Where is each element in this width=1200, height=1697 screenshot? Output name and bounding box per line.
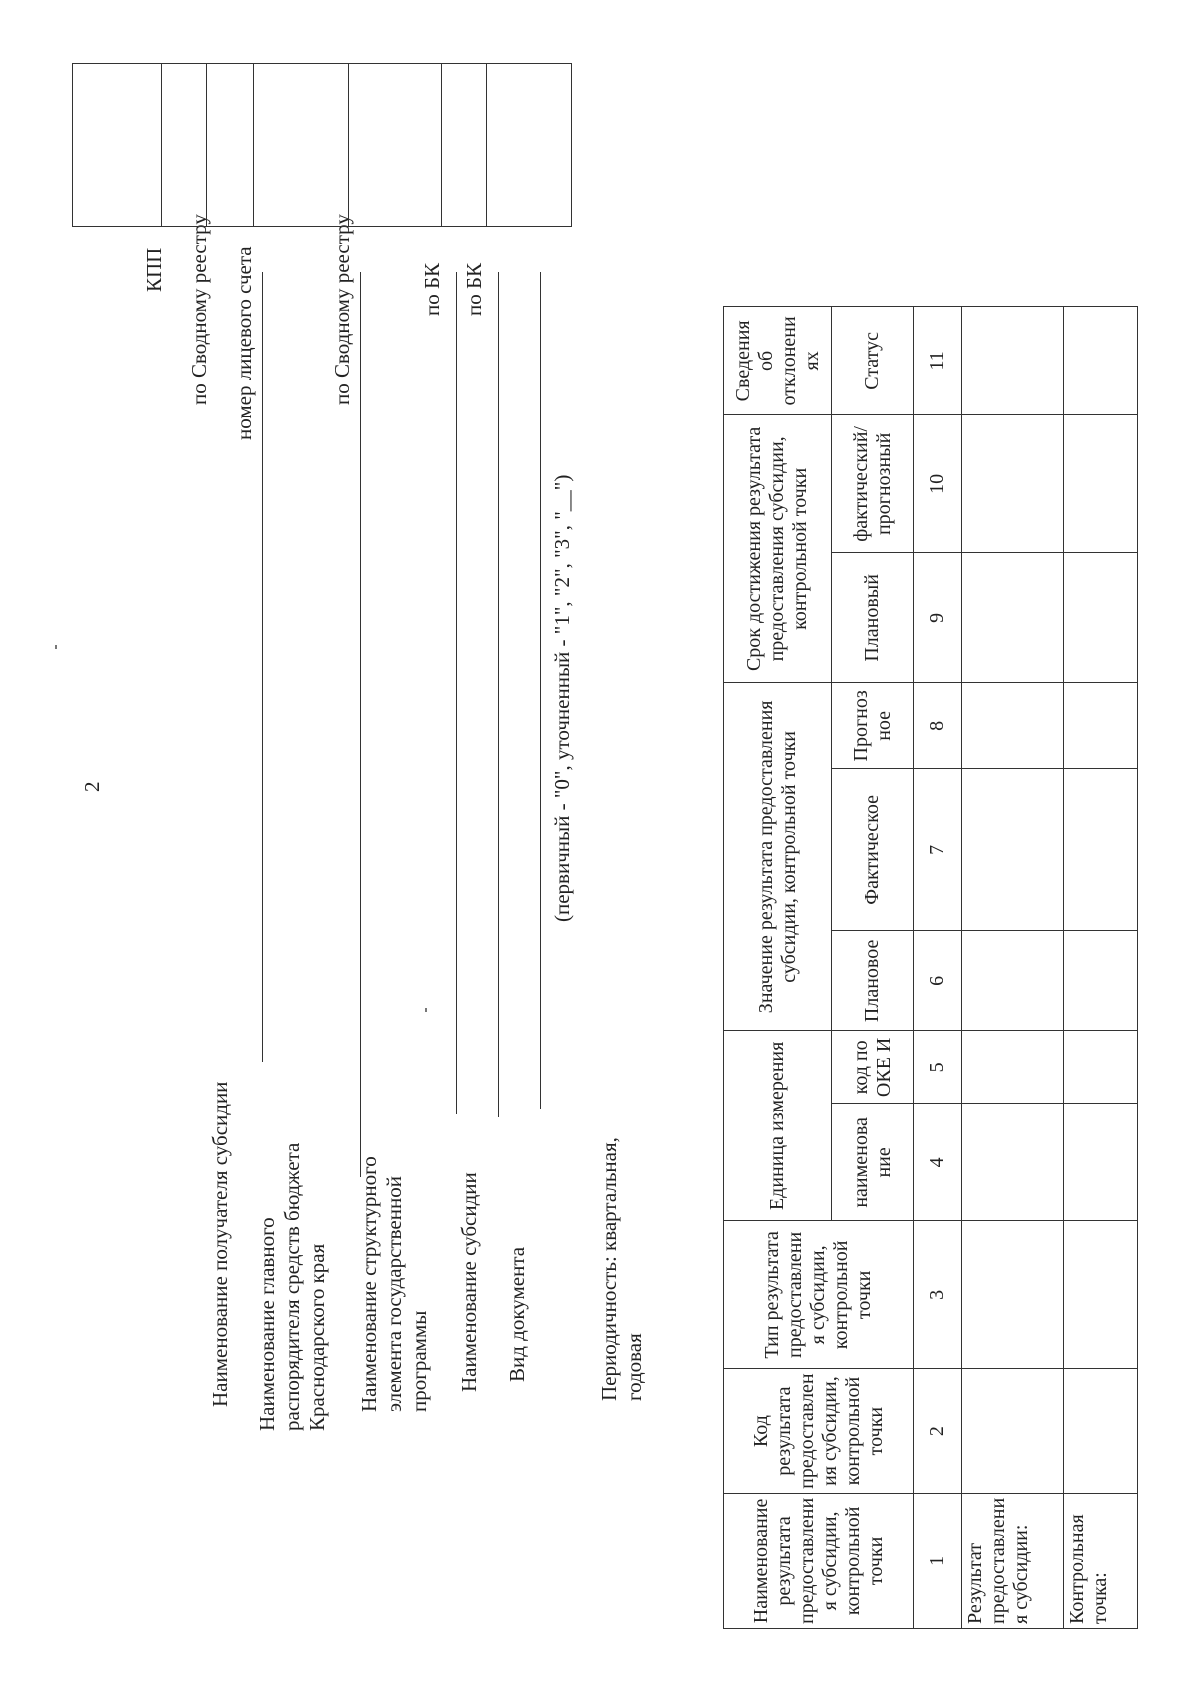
table-cell[interactable]	[962, 415, 1064, 553]
column-number: 1	[914, 1493, 962, 1628]
table-cell[interactable]	[962, 307, 1064, 415]
table-cell[interactable]	[1064, 1369, 1138, 1493]
table-cell[interactable]	[1064, 415, 1138, 553]
doc-type-label: Вид документа	[505, 1246, 529, 1382]
header-value-plan: Плановое	[832, 931, 914, 1031]
results-table	[723, 306, 1138, 1629]
kpp-label: КПП	[142, 247, 166, 292]
column-number: 8	[914, 683, 962, 769]
gradbs-label-line1: Наименование главного	[255, 1217, 279, 1431]
svod-registry-box-3[interactable]	[487, 64, 572, 227]
recipient-underline	[262, 272, 263, 1062]
table-cell[interactable]	[962, 931, 1064, 1031]
row-label-result: Результат предоставлени я субсидии:	[962, 1493, 1064, 1628]
header-value-forecast: Прогноз ное	[832, 683, 914, 769]
gradbs-label-line2: распорядителя средств бюджета	[280, 1142, 304, 1431]
code-boxes	[72, 63, 572, 227]
svod-registry-box-2[interactable]	[254, 64, 349, 227]
table-cell[interactable]	[962, 683, 1064, 769]
program-underline	[456, 272, 457, 1114]
table-cell[interactable]	[1064, 553, 1138, 683]
table-cell[interactable]	[1064, 1031, 1138, 1104]
account-number-box[interactable]	[207, 64, 254, 227]
table-cell[interactable]	[962, 769, 1064, 931]
column-number: 4	[914, 1104, 962, 1221]
subsidy-label: Наименование субсидии	[457, 1172, 481, 1392]
doc-type-hint: (первичный - "0", уточненный - "1", "2", "3", "__")	[550, 474, 574, 922]
header-unit-code: код по ОКЕ И	[832, 1031, 914, 1104]
header-term-fact: фактический/ прогнозный	[832, 415, 914, 553]
header-deviation: Сведения об отклонени ях	[724, 307, 832, 415]
header-unit: Единица измерения	[724, 1031, 832, 1221]
column-number: 5	[914, 1031, 962, 1104]
header-result-code: Код результата предоставлен ия субсидии, контрольной точки	[724, 1369, 914, 1493]
column-number: 11	[914, 307, 962, 415]
account-number-label: номер лицевого счета	[232, 246, 256, 440]
table-cell[interactable]	[962, 1369, 1064, 1493]
header-unit-name: наименова ние	[832, 1104, 914, 1221]
gradbs-underline	[360, 272, 361, 1177]
bk-box-1[interactable]	[349, 64, 442, 227]
scan-dot	[425, 1008, 427, 1012]
column-number: 2	[914, 1369, 962, 1493]
header-value: Значение результата предоставления субсидии, контрольной точки	[724, 683, 832, 1031]
column-number: 7	[914, 769, 962, 931]
table-cell[interactable]	[1064, 769, 1138, 931]
table-cell[interactable]	[962, 553, 1064, 683]
svod-registry-label-1: по Сводному реестру	[187, 214, 211, 405]
doc-type-underline	[540, 272, 541, 1109]
page-number: 2	[80, 781, 104, 792]
table-cell[interactable]	[962, 1221, 1064, 1369]
program-label-line3: программы	[407, 1310, 431, 1412]
table-cell[interactable]	[1064, 1104, 1138, 1221]
header-term: Срок достижения результата предоставления субсидии, контрольной точки	[724, 415, 832, 683]
column-number: 3	[914, 1221, 962, 1369]
header-result-name: Наименование результата предоставлени я субсидии, контрольной точки	[724, 1493, 914, 1628]
program-label-line1: Наименование структурного	[357, 1156, 381, 1412]
table-cell[interactable]	[962, 1104, 1064, 1221]
table-cell[interactable]	[1064, 683, 1138, 769]
program-label-line2: элемента государственной	[382, 1176, 406, 1412]
column-number: 9	[914, 553, 962, 683]
header-term-plan: Плановый	[832, 553, 914, 683]
column-number: 10	[914, 415, 962, 553]
header-result-type: Тип результата предоставлени я субсидии, контрольной точки	[724, 1221, 914, 1369]
header-value-fact: Фактическое	[832, 769, 914, 931]
svod-registry-box-1[interactable]	[162, 64, 207, 227]
periodicity-line2: годовая	[622, 1333, 646, 1401]
table-cell[interactable]	[1064, 307, 1138, 415]
periodicity-line1: Периодичность: квартальная,	[597, 1137, 621, 1401]
recipient-label: Наименование получателя субсидии	[208, 1081, 232, 1407]
row-label-checkpoint: Контрольная точка:	[1064, 1493, 1138, 1628]
table-cell[interactable]	[1064, 1221, 1138, 1369]
table-cell[interactable]	[962, 1031, 1064, 1104]
bk-label-1: по БК	[420, 262, 444, 316]
scan-dot	[55, 645, 57, 649]
svod-registry-label-2: по Сводному реестру	[330, 214, 354, 405]
subsidy-underline	[498, 272, 499, 1117]
kpp-box[interactable]	[73, 64, 162, 227]
table-cell[interactable]	[1064, 931, 1138, 1031]
column-number: 6	[914, 931, 962, 1031]
gradbs-label-line3: Краснодарского края	[305, 1243, 329, 1431]
bk-box-2[interactable]	[442, 64, 487, 227]
bk-label-2: по БК	[462, 262, 486, 316]
header-status: Статус	[832, 307, 914, 415]
